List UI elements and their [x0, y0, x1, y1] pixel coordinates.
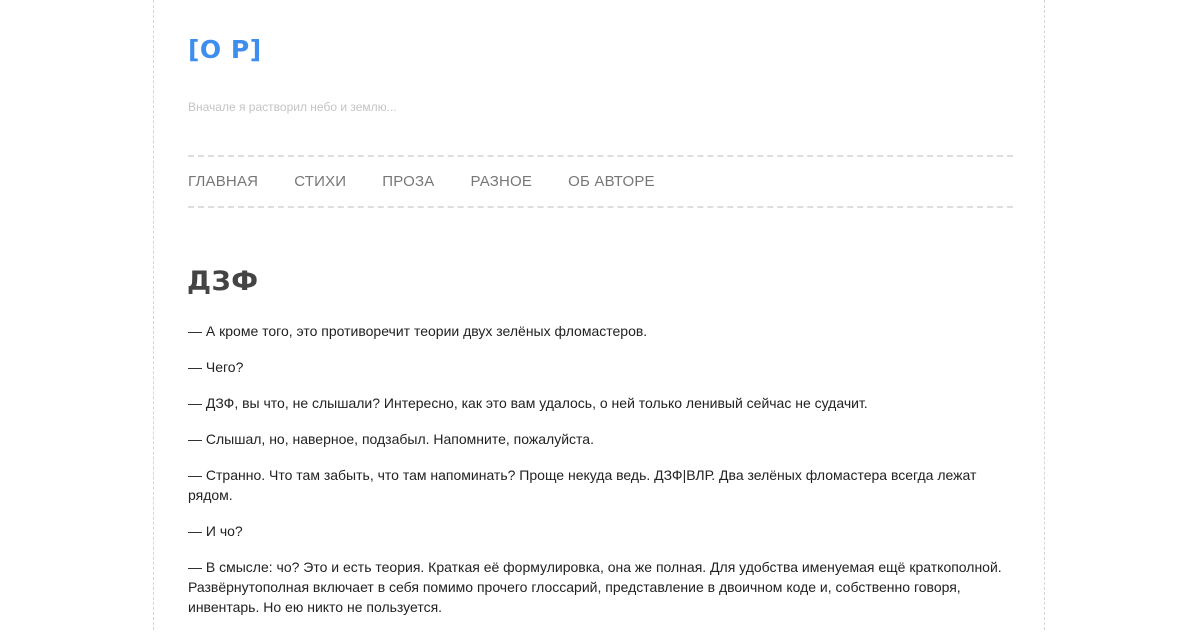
post-title: ДЗФ: [187, 266, 259, 297]
post-paragraph: — И чо?: [188, 523, 243, 539]
nav-item-misc[interactable]: РАЗНОЕ: [470, 173, 533, 190]
post-paragraph: — Странно. Что там забыть, что там напоминать? Проще некуда ведь. ДЗФ|ВЛР. Два зелёных фломастера всегда лежат рядом.: [188, 467, 977, 503]
post-paragraph: — В смысле: чо? Это и есть теория. Краткая её формулировка, она же полная. Для удобства именуемая ещё краткополной. Развёрнутополная включает в себя помимо прочего глоссарий, представление в двоичном коде и, собственно говоря, инвентарь. Но ею никто не пользуется.: [188, 559, 1002, 615]
site-logo[interactable]: [O P]: [188, 35, 262, 64]
post-paragraph: — Слышал, но, наверное, подзабыл. Напомните, пожалуйста.: [188, 431, 594, 447]
site-tagline: Вначале я растворил небо и землю...: [188, 100, 397, 114]
nav-item-about[interactable]: ОБ АВТОРЕ: [568, 173, 655, 190]
post-content: [188, 321, 1018, 633]
post-paragraph: — Чего?: [188, 359, 244, 375]
page-container: [153, 0, 1045, 630]
post-paragraph: — ДЗФ, вы что, не слышали? Интересно, как это вам удалось, о ней только ленивый сейчас не судачит.: [188, 395, 868, 411]
nav-item-poems[interactable]: СТИХИ: [294, 173, 347, 190]
post-paragraph: — А кроме того, это противоречит теории двух зелёных фломастеров.: [188, 323, 648, 339]
main-nav: [188, 155, 1013, 208]
nav-item-prose[interactable]: ПРОЗА: [382, 173, 435, 190]
nav-item-home[interactable]: ГЛАВНАЯ: [188, 173, 259, 190]
